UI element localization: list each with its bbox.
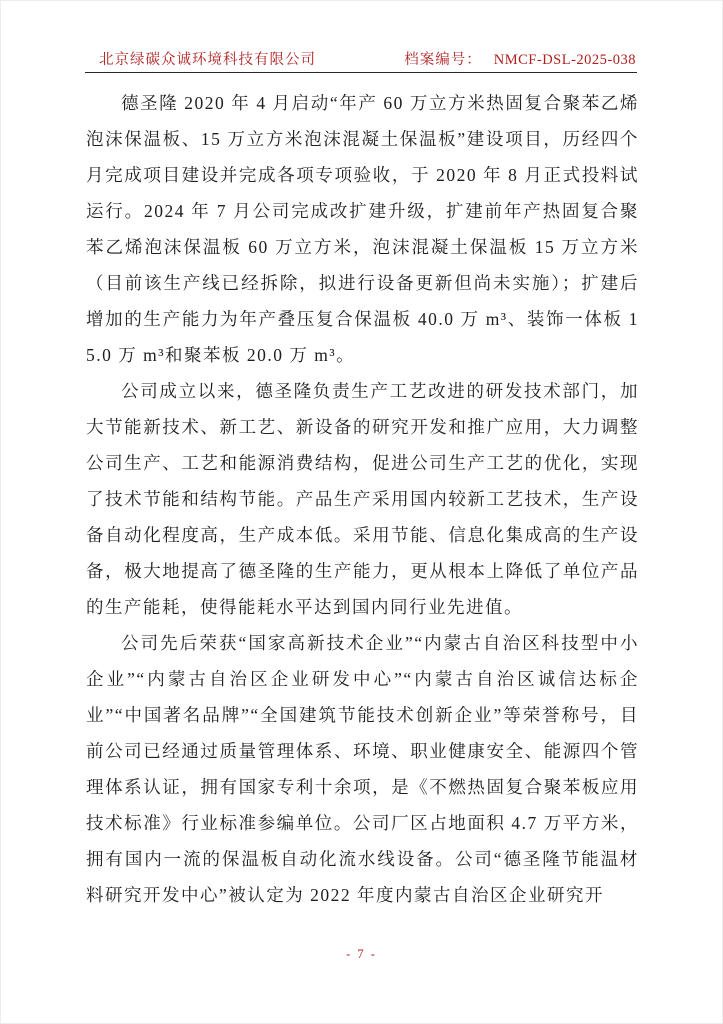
page-header xyxy=(99,48,636,69)
page-number: - 7 - xyxy=(346,947,377,961)
archive-number-value: NMCF-DSL-2025-038 xyxy=(493,52,636,68)
header-archive xyxy=(404,48,636,69)
document-body xyxy=(86,85,639,913)
paragraph-energy-saving: 公司成立以来，德圣隆负责生产工艺改进的研发技术部门，加大节能新技术、新工艺、新设备的研究开发和推广应用，大力调整公司生产、工艺和能源消费结构，促进公司生产工艺的优化，实现了技术节能和结构节能。产品生产采用国内较新工艺技术，生产设备自动化程度高，生产成本低。采用节能、信息化集成高的生产设备，极大地提高了德圣隆的生产能力，更从根本上降低了单位产品的生产能耗，使得能耗水平达到国内同行业先进值。 xyxy=(86,381,639,617)
paragraph-project-construction: 德圣隆 2020 年 4 月启动“年产 60 万立方米热固复合聚苯乙烯泡沫保温板、15 万立方米泡沫混凝土保温板”建设项目，历经四个月完成项目建设并完成各项专项验收，于 2020 年 8 月正式投料试运行。2024 年 7 月公司完成改扩建升级，扩建前年产热固复合聚苯乙烯泡沫保温板 60 万立方米，泡沫混凝土保温板 15 万立方米（目前该生产线已经拆除，拟进行设备更新但尚未实施）；扩建后增加的生产能力为年产叠压复合保温板 40.0 万 m³、装饰一体板 15.0 万 m³和聚苯板 20.0 万 m³。 xyxy=(86,93,639,365)
header-company-name: 北京绿碳众诚环境科技有限公司 xyxy=(99,52,316,68)
paragraph-honors: 公司先后荣获“国家高新技术企业”“内蒙古自治区科技型中小企业”“内蒙古自治区企业研发中心”“内蒙古自治区诚信达标企业”“中国著名品牌”“全国建筑节能技术创新企业”等荣誉称号，目前公司已经通过质量管理体系、环境、职业健康安全、能源四个管理体系认证，拥有国家专利十余项，是《不燃热固复合聚苯板应用技术标准》行业标准参编单位。公司厂区占地面积 4.7 万平方米，拥有国内一流的保温板自动化流水线设备。公司“德圣隆节能温材料研究开发中心”被认定为 2022 年度内蒙古自治区企业研究开 xyxy=(86,633,639,905)
header-rule xyxy=(85,72,637,73)
page-footer xyxy=(1,945,722,963)
archive-number-label: 档案编号： xyxy=(404,52,482,68)
